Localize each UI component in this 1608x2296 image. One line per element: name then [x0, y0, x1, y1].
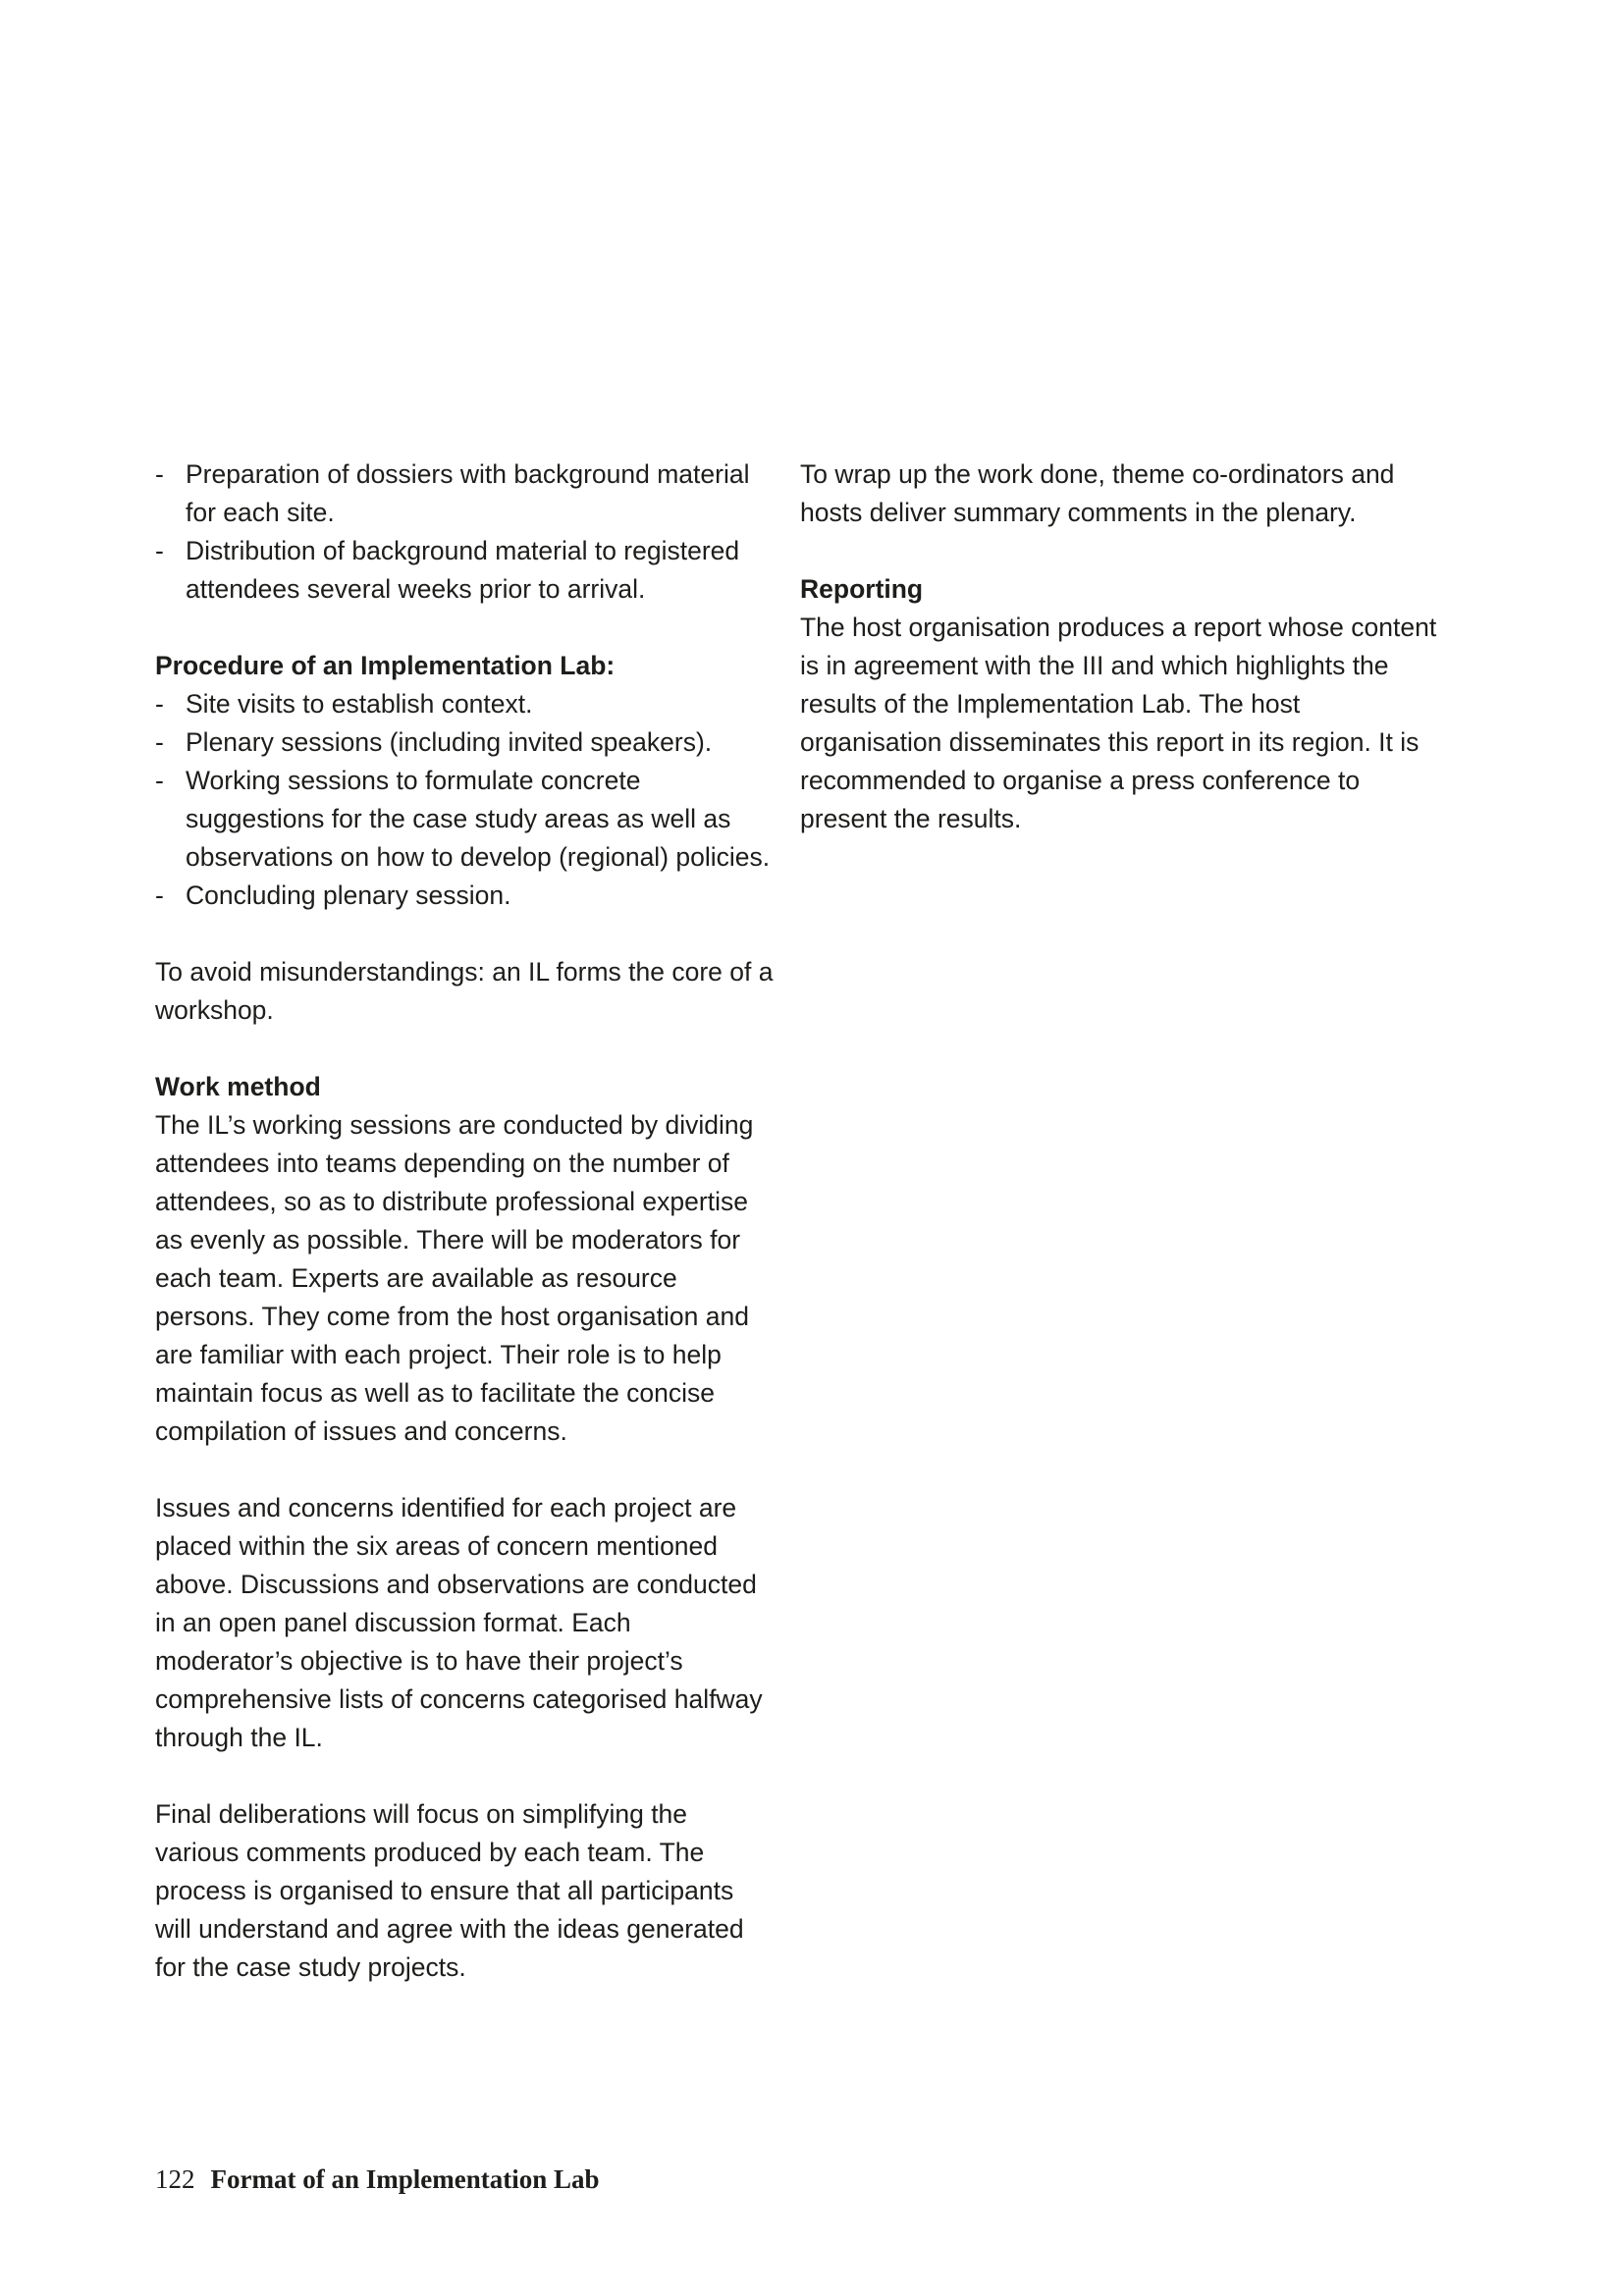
reporting-paragraph: The host organisation produces a report whose content is in agreement with the III and which highlights the results of the Implementation Lab. The host organisation disseminates this report in its region. It is recommended to organise a press conference to present the results.	[800, 613, 1437, 833]
list-item: - Plenary sessions (including invited speakers).	[155, 723, 774, 762]
page-number: 122	[155, 2164, 195, 2194]
misunderstanding-note: To avoid misunderstandings: an IL forms the core of a workshop.	[155, 957, 774, 1025]
left-column	[155, 455, 774, 1987]
list-item: - Concluding plenary session.	[155, 877, 774, 915]
procedure-list	[155, 685, 774, 915]
reporting-heading: Reporting	[800, 574, 924, 604]
page-footer	[155, 2162, 599, 2197]
wrap-up-paragraph: To wrap up the work done, theme co-ordinators and hosts deliver summary comments in the plenary.	[800, 459, 1395, 527]
intro-list	[155, 455, 774, 609]
right-column	[800, 455, 1438, 838]
work-method-paragraph: Issues and concerns identified for each project are placed within the six areas of concern mentioned above. Discussions and observations are conducted in an open panel discussion format. Each moderator’s objective is to have their project’s comprehensive lists of concerns categorised halfway through the IL.	[155, 1493, 763, 1752]
procedure-heading: Procedure of an Implementation Lab:	[155, 651, 616, 680]
running-title: Format of an Implementation Lab	[210, 2164, 600, 2194]
list-item: - Working sessions to formulate concrete suggestions for the case study areas as well as observations on how to develop (regional) policies.	[155, 762, 774, 877]
list-item: - Site visits to establish context.	[155, 685, 774, 723]
work-method-paragraph: The IL’s working sessions are conducted by dividing attendees into teams depending on the number of attendees, so as to distribute professional expertise as evenly as possible. There will be moderators for each team. Experts are available as resource persons. They come from the host organisation and are familiar with each project. Their role is to help maintain focus as well as to facilitate the concise compilation of issues and concerns.	[155, 1110, 754, 1446]
list-item: - Distribution of background material to registered attendees several weeks prior to arrival.	[155, 532, 774, 609]
work-method-paragraph: Final deliberations will focus on simplifying the various comments produced by each team. The process is organised to ensure that all participants will understand and agree with the ideas generated for the case study projects.	[155, 1799, 744, 1982]
list-item: - Preparation of dossiers with background material for each site.	[155, 455, 774, 532]
work-method-heading: Work method	[155, 1072, 321, 1101]
